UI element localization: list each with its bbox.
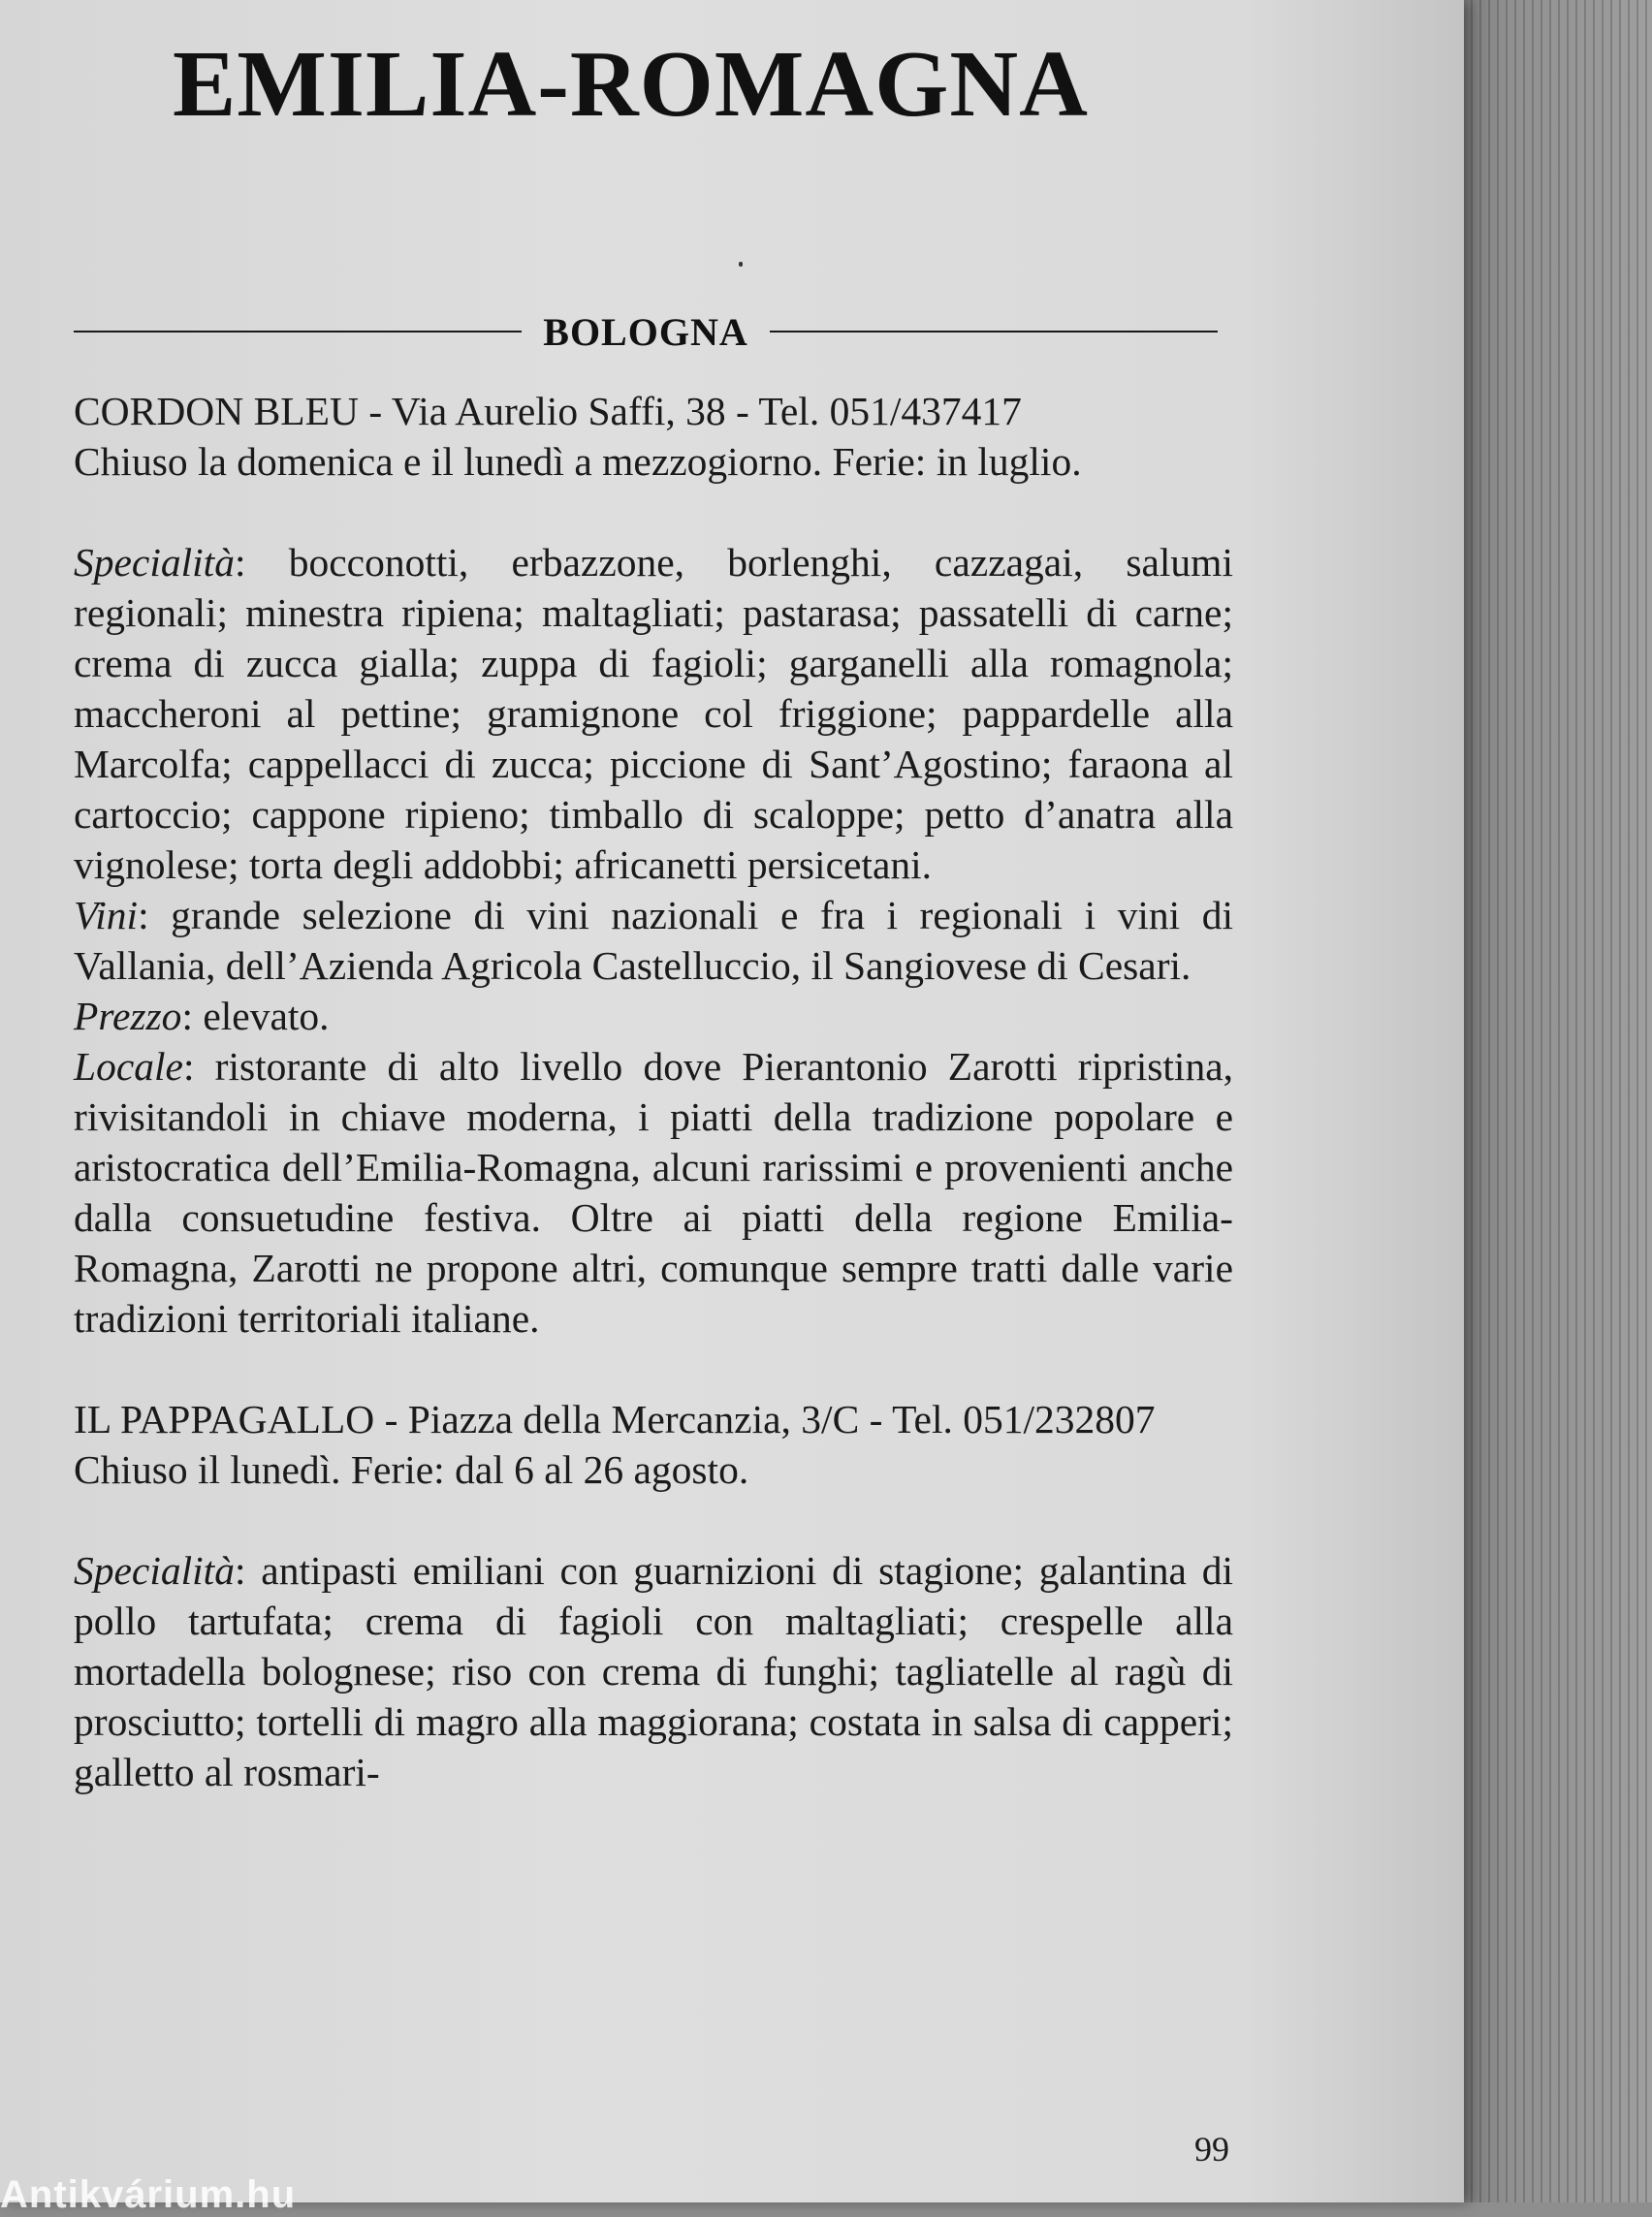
page-edge xyxy=(1445,0,1652,2202)
opening-hours: Chiuso il lunedì. Ferie: dal 6 al 26 agosto. xyxy=(74,1447,749,1492)
opening-hours: Chiuso la domenica e il lunedì a mezzogiorno. Ferie: in luglio. xyxy=(74,439,1082,484)
locale-paragraph xyxy=(74,1041,1233,1344)
specialita-text: : antipasti emiliani con guarnizioni di stagione; galantina di pollo tartufata; crema di fagioli con maltagliati; crespelle alla mortadella bolognese; riso con crema di funghi; tagliatelle al ragù di prosciutto; tortelli di magro alla maggiorana; costata in salsa di capperi; galletto al rosmari- xyxy=(74,1548,1233,1794)
restaurant-address: - Via Aurelio Saffi, 38 - Tel. 051/437417 xyxy=(358,389,1022,433)
locale-label: Locale xyxy=(74,1044,183,1089)
entry-header xyxy=(74,1394,1233,1444)
vini-text: : grande selezione di vini nazionali e fra i regionali i vini di Vallania, dell’Azienda Agricola Castelluccio, il Sangiovese di Cesari. xyxy=(74,893,1233,988)
vini-label: Vini xyxy=(74,893,139,937)
body-text xyxy=(74,386,1233,1797)
prezzo-text: : elevato. xyxy=(181,994,330,1038)
entry-header xyxy=(74,386,1233,436)
specialita-text: : bocconotti, erbazzone, borlenghi, cazzagai, salumi regionali; minestra ripiena; maltagliati; pastarasa; passatelli di carne; crema di zucca gialla; zuppa di fagioli; garganelli alla romagnola; maccheroni al pettine; gramignone col friggione; pappardelle alla Marcolfa; cappellacci di zucca; piccione di Sant’Agostino; faraona al cartoccio; cappone ripieno; timballo di scaloppe; petto d’anatra alla vignolese; torta degli addobbi; africanetti persicetani. xyxy=(74,540,1233,887)
restaurant-name: CORDON BLEU xyxy=(74,389,359,433)
paragraph-gap xyxy=(74,1495,1233,1545)
paragraph-gap xyxy=(74,487,1233,537)
restaurant-name: IL PAPPAGALLO xyxy=(74,1397,375,1441)
specialita-paragraph xyxy=(74,537,1233,890)
vini-paragraph xyxy=(74,890,1233,991)
locale-text: : ristorante di alto livello dove Pierantonio Zarotti ripristina, rivisitandoli in chiave moderna, i piatti della tradizione popolare e aristocratica dell’Emilia-Romagna, alcuni rarissimi e provenienti anche dalla consuetudine festiva. Oltre ai piatti della regione Emilia-Romagna, Zarotti ne propone altri, comunque sempre tratti dalle varie tradizioni territoriali italiane. xyxy=(74,1044,1233,1341)
city-name: BOLOGNA xyxy=(543,309,748,354)
paragraph-gap xyxy=(74,1344,1233,1394)
region-title: EMILIA-ROMAGNA xyxy=(173,32,1089,137)
restaurant-address: - Piazza della Mercanzia, 3/C - Tel. 051/232807 xyxy=(374,1397,1156,1441)
specialita-paragraph xyxy=(74,1545,1233,1797)
city-rule-left xyxy=(74,331,522,333)
ink-speck xyxy=(739,262,743,267)
city-heading xyxy=(74,302,1218,361)
restaurant-entry xyxy=(74,386,1233,1344)
prezzo-paragraph xyxy=(74,991,1233,1041)
specialita-label: Specialità xyxy=(74,1548,235,1593)
city-rule-right xyxy=(770,331,1218,333)
page-number: 99 xyxy=(1194,2130,1229,2169)
specialita-label: Specialità xyxy=(74,540,235,585)
restaurant-entry xyxy=(74,1394,1233,1797)
watermark: Antikvárium.hu xyxy=(0,2173,297,2216)
prezzo-label: Prezzo xyxy=(74,994,182,1038)
